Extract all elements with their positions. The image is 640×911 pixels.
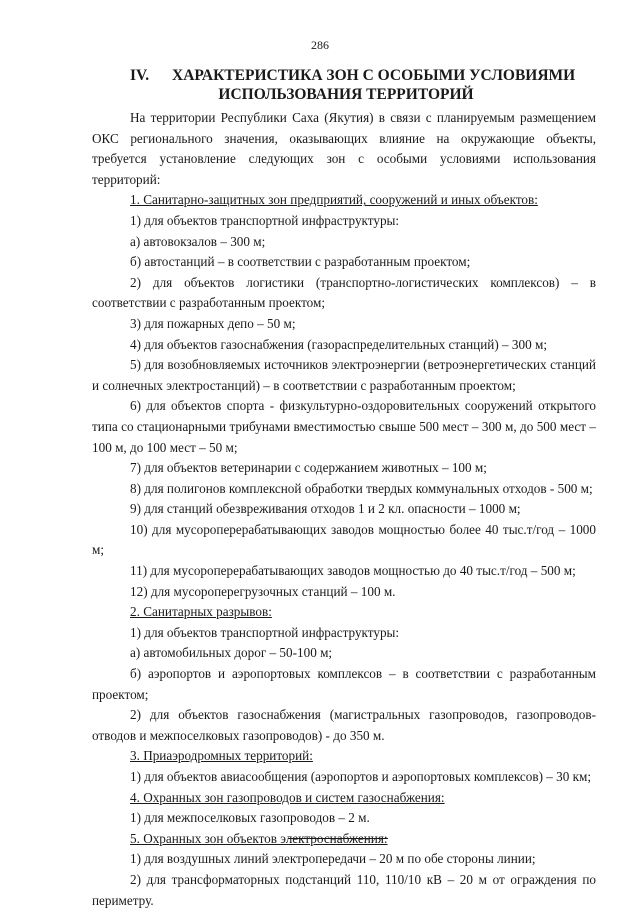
section-title-line-1: ХАРАКТЕРИСТИКА ЗОН С ОСОБЫМИ УСЛОВИЯМИ: [172, 67, 576, 84]
list-item: 1) для объектов транспортной инфраструктуры:: [130, 624, 400, 640]
list-item: 3) для пожарных депо – 50 м;: [130, 315, 296, 331]
subsection-heading-gas-protection-zones: 4. Охранных зон газопроводов и систем газоснабжения:: [130, 789, 445, 805]
document-body: [92, 108, 596, 911]
intro-paragraph: На территории Республики Саха (Якутия) в связи с планируемым размещением ОКС регионального значения, оказывающих влияние на окружающие объекты, требуется установление следующих зон с особыми условиями использования территорий:: [92, 110, 596, 187]
list-item: 1) для объектов транспортной инфраструктуры:: [130, 212, 400, 228]
list-item: б) аэропортов и аэропортовых комплексов – в соответствии с разработанным проектом;: [92, 666, 596, 702]
list-item: 10) для мусороперерабатывающих заводов мощностью более 40 тыс.т/год – 1000 м;: [92, 521, 596, 558]
subsection-heading-airfield-territories: 3. Приаэродромных территорий:: [130, 748, 313, 764]
subsection-heading-sanitary-gaps: 2. Санитарных разрывов:: [130, 604, 272, 620]
subsection-heading-sanitary-protection-zones: 1. Санитарно-защитных зон предприятий, сооружений и иных объектов:: [130, 192, 538, 208]
list-item: 2) для объектов логистики (транспортно-логистических комплексов) – в соответствии с разработанным проектом;: [92, 274, 596, 311]
section-number: IV.: [130, 67, 150, 84]
page-number: 286: [311, 38, 329, 52]
list-item: 8) для полигонов комплексной обработки твердых коммунальных отходов - 500 м;: [130, 480, 593, 496]
list-item: 2) для трансформаторных подстанций 110, 110/10 кВ – 20 м от ограждения по периметру.: [92, 871, 596, 908]
subsection-heading-power-protection-zones: 5. Охранных зон объектов электроснабжения:: [130, 830, 388, 846]
list-item: а) автовокзалов – 300 м;: [130, 233, 266, 249]
list-item: 12) для мусороперегрузочных станций – 100 м.: [130, 583, 396, 599]
list-item: 1) для межпоселковых газопроводов – 2 м.: [130, 810, 370, 826]
list-item: 9) для станций обезвреживания отходов 1 и 2 кл. опасности – 1000 м;: [130, 501, 521, 517]
footnote-separator-line: [288, 838, 388, 839]
list-item: 4) для объектов газоснабжения (газораспределительных станций) – 300 м;: [130, 336, 548, 352]
list-item: а) автомобильных дорог – 50-100 м;: [130, 645, 333, 661]
list-item: 6) для объектов спорта - физкультурно-оздоровительных сооружений открытого типа со стационарными трибунами вместимостью свыше 500 мест – 300 м, до 500 мест – 100 м, до 100 мест – 50 м;: [92, 398, 596, 455]
list-item: б) автостанций – в соответствии с разработанным проектом;: [130, 254, 471, 270]
section-title-line-2: ИСПОЛЬЗОВАНИЯ ТЕРРИТОРИЙ: [218, 86, 474, 103]
list-item: 11) для мусороперерабатывающих заводов мощностью до 40 тыс.т/год – 500 м;: [130, 563, 576, 579]
list-item: 1) для объектов авиасообщения (аэропортов и аэропортовых комплексов) – 30 км;: [130, 769, 592, 784]
list-item: 2) для объектов газоснабжения (магистральных газопроводов, газопроводов-отводов и межпоселковых газопроводов) - до 350 м.: [92, 707, 596, 743]
list-item: 5) для возобновляемых источников электроэнергии (ветроэнергетических станций и солнечных электростанций) – в соответствии с разработанным проектом;: [92, 357, 596, 393]
list-item: 7) для объектов ветеринарии с содержанием животных – 100 м;: [130, 460, 487, 476]
list-item: 1) для воздушных линий электропередачи – 20 м по обе стороны линии;: [130, 851, 536, 867]
